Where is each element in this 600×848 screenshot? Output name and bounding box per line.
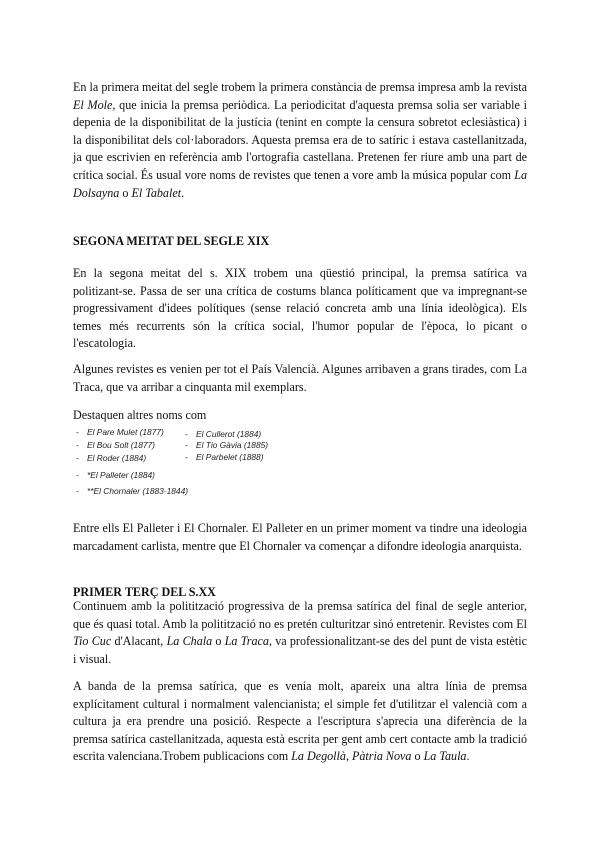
list-item: - *El Palleter (1884) bbox=[76, 470, 155, 480]
text-line: escrita valenciana.Trobem publicacions com La Degollà, Pàtria Nova o La Taula. bbox=[73, 749, 470, 764]
magazine-name: La Taula bbox=[423, 749, 467, 764]
list-item: - El Bou Solt (1877) bbox=[76, 440, 155, 450]
text-line: cultura ja era prendre una posició. Respecte a l'escriptura s'aprecia una diferència de la bbox=[73, 714, 527, 729]
section-heading: PRIMER TERÇ DEL S.XX bbox=[73, 585, 216, 599]
text-line: ja que escrivien en referència amb l'ortografia castellana. Pretenen fer riure amb una part de bbox=[73, 150, 527, 165]
text-line: A banda de la premsa satírica, que es venia molt, apareix una altra línia de premsa bbox=[73, 679, 527, 693]
paragraph-intro bbox=[73, 79, 527, 202]
text-line: progressivament d'idees polítiques (sense relació concreta amb una línia ideològica). Els bbox=[73, 301, 527, 316]
text-line: premsa satírica castellanitzada, aquesta està escrita per gent amb cert contacte amb la tradició bbox=[73, 731, 527, 746]
text-line: i visual. bbox=[73, 651, 112, 666]
list-item: - El Tio Gàvia (1885) bbox=[185, 440, 269, 450]
text-line: Tio Cuc d'Alacant, La Chala o La Traca, va professionalitzant-se des del punt de vista estètic bbox=[73, 634, 527, 649]
text-line: l'escatologia. bbox=[73, 336, 136, 351]
magazine-name: La Chala bbox=[166, 634, 213, 649]
list-item: - El Pare Mulet (1877) bbox=[76, 427, 164, 437]
magazine-name: Tio Cuc bbox=[73, 634, 112, 649]
text-line: crítica social. És usual vore noms de revistes que tenen a vore amb la música popular com La bbox=[73, 167, 527, 182]
text-line: la disponibilitat dels col·laboradors. Aquesta premsa era de to satíric i estava castellanitzada, bbox=[73, 132, 527, 147]
magazine-names-list bbox=[73, 420, 333, 500]
magazine-name: Dolsayna bbox=[73, 185, 120, 200]
paragraph-second-half bbox=[73, 265, 527, 353]
magazine-name: Pàtria Nova bbox=[352, 749, 412, 764]
magazine-name: El Mole bbox=[73, 97, 113, 112]
text-line: explícitament cultural i normalment valencianista; el simple fet d'utilitzar el valencià com a bbox=[73, 696, 527, 711]
text-line: Algunes revistes es venien per tot el País Valencià. Algunes arribaven a grans tirades, com La bbox=[73, 362, 527, 376]
text-line: depenia de la disponibilitat de la justícia (tenint en compte la censura sobretot eclesiàstica) i bbox=[73, 115, 527, 130]
magazine-name: La Degollà bbox=[291, 749, 346, 764]
text-line: Traca, que va arribar a cinquanta mil exemplars. bbox=[73, 379, 307, 394]
magazine-name: El Tabalet bbox=[131, 185, 182, 200]
text-line: En la primera meitat del segle trobem la primera constància de premsa impresa amb la revista bbox=[73, 80, 527, 94]
text-line: Continuem amb la politització progressiva de la premsa satírica del final de segle anterior, bbox=[73, 599, 527, 613]
paragraph-cultural-press bbox=[73, 678, 527, 766]
paragraph-first-third bbox=[73, 598, 527, 668]
magazine-name: La Traca bbox=[224, 634, 269, 649]
paragraph-distribution bbox=[73, 361, 527, 396]
list-item: - **El Chornaler (1883-1844) bbox=[76, 486, 189, 496]
magazine-name: La bbox=[514, 167, 527, 182]
text-line: Dolsayna o El Tabalet. bbox=[73, 185, 185, 200]
text-line: El Mole, que inicia la premsa periòdica. La periodicitat d'aquesta premsa solia ser variable i bbox=[73, 97, 527, 112]
text-line: Destaquen altres noms com bbox=[73, 408, 207, 422]
text-line: temes més recurrents són la crítica social, l'humor popular de l'època, lo picant o bbox=[73, 318, 527, 333]
text-line: Entre ells El Palleter i El Chornaler. El Palleter en un primer moment va tindre una ideologia bbox=[73, 521, 527, 535]
paragraph-palleter-chornaler bbox=[73, 520, 527, 555]
list-item: - El Roder (1884) bbox=[76, 453, 147, 463]
list-item: - El Cullerot (1884) bbox=[185, 429, 262, 439]
section-heading: SEGONA MEITAT DEL SEGLE XIX bbox=[73, 234, 270, 248]
list-item: - El Parbelet (1888) bbox=[185, 452, 264, 462]
text-line: que és quasi total. Amb la politització no es pretén culturitzar sinó entretenir. Revistes com El bbox=[73, 616, 527, 631]
text-line: En la segona meitat del s. XIX trobem una qüestió principal, la premsa satírica va bbox=[73, 266, 527, 280]
text-line: marcadament carlista, mentre que El Chornaler va començar a difondre ideologia anarquista. bbox=[73, 538, 522, 553]
text-line: politizant-se. Passa de ser una crítica de costums blanca políticament que va impregnant-se bbox=[73, 283, 527, 298]
